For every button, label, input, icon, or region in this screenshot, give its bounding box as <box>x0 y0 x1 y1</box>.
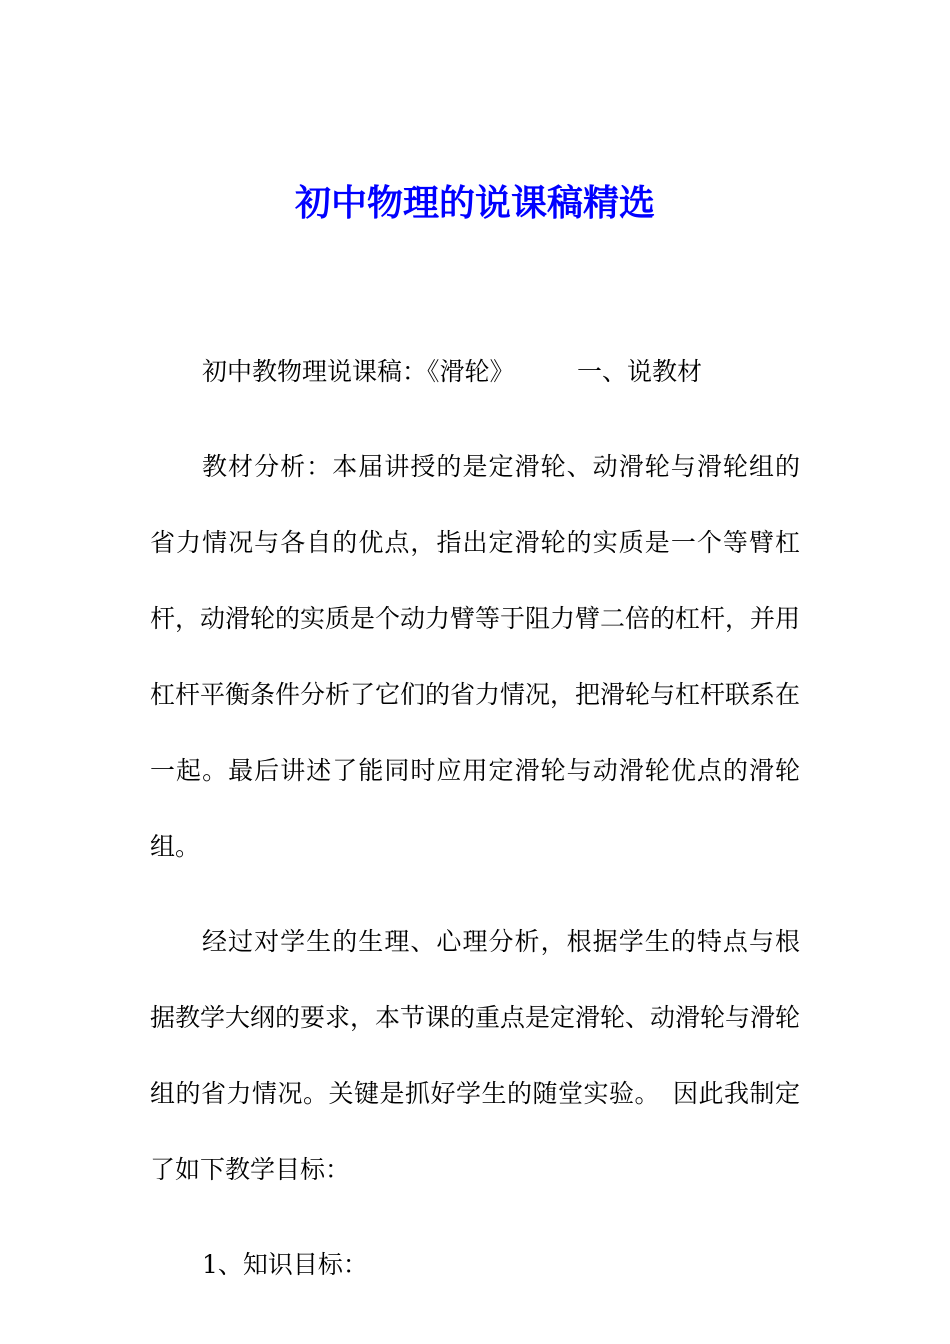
paragraph-student-analysis: 经过对学生的生理、心理分析，根据学生的特点与根据教学大纲的要求，本节课的重点是定滑轮、动滑轮与滑轮组的省力情况。关键是抓好学生的随堂实验。 因此我制定了如下教学目标： <box>150 927 801 1184</box>
paragraph-knowledge-goal: 1、知识目标： <box>202 1250 368 1279</box>
paragraph-lesson-heading: 初中教物理说课稿：《滑轮》 一、说教材 <box>202 357 703 386</box>
paragraph-textbook-analysis: 教材分析：本届讲授的是定滑轮、动滑轮与滑轮组的省力情况与各自的优点，指出定滑轮的实质是一个等臂杠杆，动滑轮的实质是个动力臂等于阻力臂二倍的杠杆，并用杠杆平衡条件分析了它们的省力情况，把滑轮与杠杆联系在一起。最后讲述了能同时应用定滑轮与动滑轮优点的滑轮组。 <box>150 452 801 861</box>
document-title: 初中物理的说课稿精选 <box>294 182 655 224</box>
document-body <box>150 334 800 1303</box>
